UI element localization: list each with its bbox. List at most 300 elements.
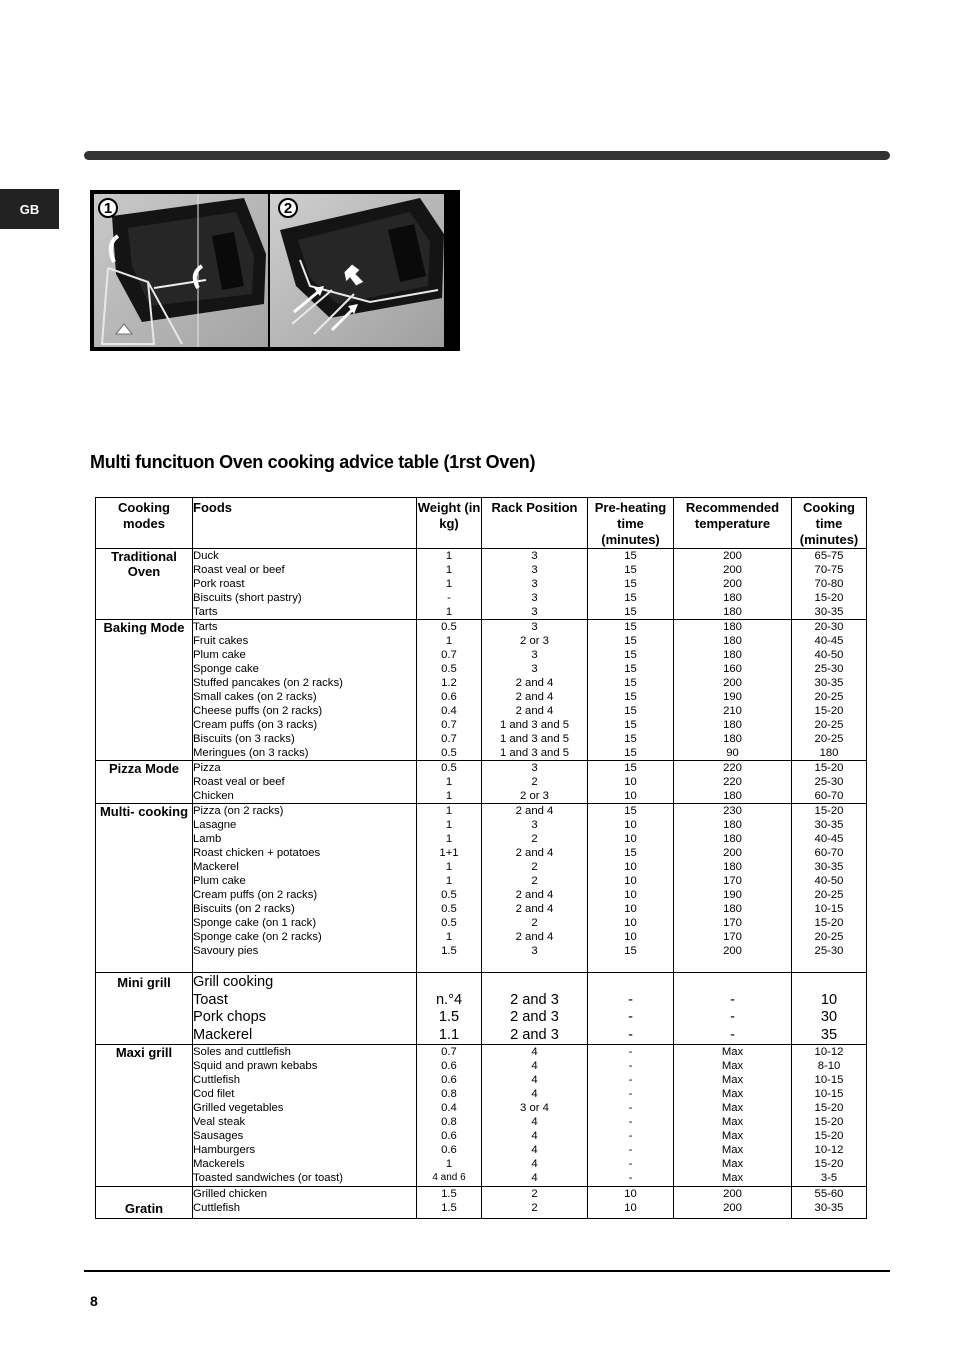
preheating-time-value: 15 <box>624 677 637 689</box>
cooking-mode-label: Maxi grill <box>115 1045 173 1060</box>
rack-position-column-cell <box>482 804 588 973</box>
header-preheating-time: Pre-heating time (minutes) <box>588 498 674 549</box>
cooking-mode-cell <box>96 1045 193 1187</box>
preheating-time-column-cell <box>588 973 674 1045</box>
cooking-time-column-cell <box>792 1045 867 1187</box>
preheating-time-value: 15 <box>624 564 637 576</box>
rack-position-value: 3 <box>531 945 538 957</box>
weight-value: 0.7 <box>441 733 457 745</box>
temperature-value: 200 <box>723 550 742 562</box>
preheating-time-value: - <box>628 1158 633 1170</box>
rack-position-value: 3 or 4 <box>520 1102 549 1114</box>
rack-position-value: 3 <box>531 649 538 661</box>
weight-value: 0.5 <box>441 747 457 759</box>
weight-value: 0.5 <box>441 917 457 929</box>
rack-position-value: 2 <box>531 776 538 788</box>
rack-position-value: 2 and 3 <box>510 991 559 1008</box>
header-cooking-time: Cooking time (minutes) <box>792 498 867 549</box>
foods-value: Duck <box>193 550 219 562</box>
preheating-time-value: 15 <box>624 762 637 774</box>
weight-value: 1 <box>445 564 453 576</box>
weight-value: 0.4 <box>441 1102 457 1114</box>
cooking-time-value: 10-15 <box>814 903 844 915</box>
table-section-row <box>96 804 867 973</box>
temperature-column-cell <box>674 549 792 620</box>
preheating-time-value: 15 <box>624 621 637 633</box>
cooking-mode-label: Gratin <box>124 1201 164 1216</box>
cooking-mode-label: Traditional Oven <box>111 549 177 579</box>
temperature-value: 210 <box>723 705 742 717</box>
preheating-time-value: 15 <box>624 578 637 590</box>
rack-position-value: 2 <box>531 1188 538 1200</box>
cooking-time-value: 10 <box>820 991 838 1008</box>
weight-value: 1 <box>445 833 453 845</box>
footer-rule <box>84 1270 890 1272</box>
foods-value: Toasted sandwiches (or toast) <box>193 1172 344 1184</box>
cooking-time-column-cell <box>792 804 867 973</box>
rack-position-value: 4 <box>531 1074 538 1086</box>
rack-position-value: 2 <box>531 861 538 873</box>
rack-position-value: 4 <box>531 1088 538 1100</box>
preheating-time-value: 15 <box>624 805 637 817</box>
preheating-time-value: - <box>628 1026 633 1043</box>
rack-position-column-cell <box>482 620 588 761</box>
temperature-value: 180 <box>723 606 742 618</box>
preheating-time-value: 15 <box>624 649 637 661</box>
rack-position-value: 2 <box>531 1202 538 1214</box>
weight-value: 0.6 <box>441 1060 457 1072</box>
cooking-time-value: 35 <box>820 1026 838 1043</box>
foods-value: Cream puffs (on 3 racks) <box>193 719 318 731</box>
cooking-mode-cell <box>96 620 193 761</box>
table-title: Multi funcituon Oven cooking advice table (1rst Oven) <box>90 452 536 472</box>
foods-value: Fruit cakes <box>193 635 249 647</box>
foods-value: Cheese puffs (on 2 racks) <box>193 705 323 717</box>
preheating-time-value: 15 <box>624 606 637 618</box>
rack-position-value: 4 <box>531 1172 538 1184</box>
cooking-time-value: 15-20 <box>814 762 844 774</box>
figure-2-number: 2 <box>278 198 298 218</box>
cooking-time-value: 20-25 <box>814 733 844 745</box>
tray-rack-illustration-2 <box>270 194 444 347</box>
rack-position-value: 3 <box>531 819 538 831</box>
preheating-time-column-cell <box>588 761 674 804</box>
cooking-time-value: 60-70 <box>814 790 844 802</box>
table-section-row <box>96 549 867 620</box>
foods-value: Savoury pies <box>193 945 259 957</box>
weight-value: 0.4 <box>441 705 457 717</box>
rack-position-value: 2 and 4 <box>515 805 554 817</box>
cooking-time-value: 10-12 <box>814 1046 844 1058</box>
cooking-time-column-cell <box>792 1187 867 1219</box>
foods-value: Cod filet <box>193 1088 235 1100</box>
cooking-time-column-cell <box>792 761 867 804</box>
temperature-value: 180 <box>723 819 742 831</box>
cooking-time-value: 30 <box>820 1009 838 1025</box>
weight-column-cell <box>417 804 482 973</box>
cooking-time-value: 15-20 <box>814 1116 844 1128</box>
cooking-time-value: 15-20 <box>814 917 844 929</box>
weight-value: 1 <box>445 635 453 647</box>
table-section-row <box>96 973 867 1045</box>
cooking-mode-cell <box>96 549 193 620</box>
rack-position-value: 4 <box>531 1046 538 1058</box>
foods-value: Cuttlefish <box>193 1074 241 1086</box>
temperature-value: 180 <box>723 903 742 915</box>
preheating-time-value: 15 <box>624 663 637 675</box>
foods-value: Lasagne <box>193 819 237 831</box>
rack-position-value: 3 <box>531 762 538 774</box>
temperature-value: 200 <box>723 1202 742 1214</box>
preheating-time-value: 15 <box>624 635 637 647</box>
rack-position-value: 3 <box>531 606 538 618</box>
rack-position-value: 3 <box>531 564 538 576</box>
foods-value: Biscuits (on 2 racks) <box>193 903 295 915</box>
cooking-time-value: 180 <box>819 747 839 759</box>
cooking-time-value: 40-45 <box>814 635 844 647</box>
preheating-time-value: - <box>628 1102 633 1114</box>
preheating-time-value: - <box>628 1060 633 1072</box>
temperature-value: 190 <box>723 691 742 703</box>
figure-1-number: 1 <box>98 198 118 218</box>
temperature-value: 180 <box>723 790 742 802</box>
temperature-column-cell <box>674 1045 792 1187</box>
page-number: 8 <box>90 1293 98 1309</box>
preheating-time-value: 10 <box>624 833 637 845</box>
weight-value: 1.5 <box>441 1188 457 1200</box>
weight-value: 1.1 <box>438 1026 460 1043</box>
preheating-time-value: 15 <box>624 847 637 859</box>
preheating-time-column-cell <box>588 804 674 973</box>
weight-value: 1 <box>445 931 453 943</box>
foods-value: Chicken <box>193 790 234 802</box>
foods-value: Meringues (on 3 racks) <box>193 747 309 759</box>
preheating-time-value: - <box>628 1144 633 1156</box>
cooking-time-value: 15-20 <box>814 1130 844 1142</box>
weight-value: 1 <box>445 875 453 887</box>
preheating-time-value: - <box>628 1074 633 1086</box>
foods-value: Roast veal or beef <box>193 564 285 576</box>
temperature-value: Max <box>721 1102 744 1114</box>
table-section-row <box>96 1187 867 1219</box>
table-header-row <box>96 498 867 549</box>
temperature-value: 230 <box>723 805 742 817</box>
temperature-value: 180 <box>723 861 742 873</box>
foods-value: Mackerel <box>193 861 239 873</box>
cooking-mode-cell <box>96 1187 193 1219</box>
preheating-time-value: 10 <box>624 861 637 873</box>
weight-value: 0.6 <box>441 1144 457 1156</box>
weight-value: n.°4 <box>435 991 463 1008</box>
weight-column-cell <box>417 1045 482 1187</box>
cooking-time-value: 30-35 <box>814 1202 844 1214</box>
preheating-time-column-cell <box>588 620 674 761</box>
weight-value <box>417 974 481 992</box>
weight-value: 1+1 <box>439 847 459 859</box>
temperature-value: Max <box>721 1074 744 1086</box>
foods-column-cell <box>193 761 417 804</box>
foods-column-cell <box>193 973 417 1045</box>
weight-value: 1 <box>445 578 453 590</box>
table-section-row <box>96 1045 867 1187</box>
foods-value: Roast veal or beef <box>193 776 285 788</box>
figure-1-photo <box>94 194 268 347</box>
figure-strip <box>90 190 460 351</box>
preheating-time-value: - <box>628 1088 633 1100</box>
temperature-value: 220 <box>723 762 742 774</box>
rack-position-value: 3 <box>531 578 538 590</box>
foods-value: Pizza (on 2 racks) <box>193 805 284 817</box>
header-cooking-modes: Cooking modes <box>96 498 193 549</box>
temperature-value: 180 <box>723 833 742 845</box>
foods-value: Tarts <box>193 606 218 618</box>
foods-value: Grill cooking <box>193 974 274 990</box>
temperature-value: 170 <box>723 917 742 929</box>
temperature-value: Max <box>721 1158 744 1170</box>
rack-position-value: 2 or 3 <box>520 635 549 647</box>
preheating-time-value: 10 <box>624 819 637 831</box>
rack-position-value: 2 and 3 <box>510 1009 559 1025</box>
rack-position-value: 1 and 3 and 5 <box>499 719 570 731</box>
foods-column-cell <box>193 1045 417 1187</box>
weight-value: 4 and 6 <box>432 1172 466 1183</box>
rack-position-value: 2 <box>531 917 538 929</box>
foods-value: Small cakes (on 2 racks) <box>193 691 317 703</box>
foods-value: Biscuits (on 3 racks) <box>193 733 295 745</box>
temperature-value: 180 <box>723 719 742 731</box>
foods-value: Veal steak <box>193 1116 246 1128</box>
preheating-time-value: 10 <box>624 889 637 901</box>
tray-rack-illustration-1 <box>94 194 268 347</box>
weight-value: 0.5 <box>441 889 457 901</box>
cooking-mode-label: Pizza Mode <box>108 761 180 776</box>
weight-value: 1.2 <box>441 677 457 689</box>
rack-position-value: 3 <box>531 592 538 604</box>
weight-column-cell <box>417 973 482 1045</box>
temperature-column-cell <box>674 804 792 973</box>
foods-value: Mackerels <box>193 1158 245 1170</box>
foods-column-cell <box>193 549 417 620</box>
temperature-value: 90 <box>726 747 739 759</box>
preheating-time-value: 15 <box>624 719 637 731</box>
rack-position-value: 2 <box>531 875 538 887</box>
temperature-value: 180 <box>723 621 742 633</box>
cooking-time-value: 30-35 <box>814 606 844 618</box>
cooking-time-value: 30-35 <box>814 677 844 689</box>
weight-value: 1.5 <box>441 1202 457 1214</box>
cooking-time-value: 20-25 <box>814 691 844 703</box>
cooking-mode-cell <box>96 761 193 804</box>
foods-value: Hamburgers <box>193 1144 256 1156</box>
preheating-time-value: 15 <box>624 747 637 759</box>
rack-position-value: 3 <box>531 621 538 633</box>
rack-position-value: 2 and 4 <box>515 903 554 915</box>
language-tab: GB <box>0 189 59 229</box>
preheating-time-value: 15 <box>624 733 637 745</box>
temperature-column-cell <box>674 620 792 761</box>
temperature-value: 200 <box>723 847 742 859</box>
temperature-value: 180 <box>723 592 742 604</box>
cooking-mode-cell <box>96 973 193 1045</box>
foods-value: Mackerel <box>193 1026 253 1043</box>
foods-value: Roast chicken + potatoes <box>193 847 321 859</box>
weight-value: 0.5 <box>441 762 457 774</box>
preheating-time-value: - <box>628 1130 633 1142</box>
cooking-time-value: 40-45 <box>814 833 844 845</box>
rack-position-value: 1 and 3 and 5 <box>499 733 570 745</box>
foods-value: Squid and prawn kebabs <box>193 1060 318 1072</box>
weight-value: - <box>447 592 451 604</box>
weight-value: 0.6 <box>441 1074 457 1086</box>
temperature-value: 200 <box>723 578 742 590</box>
weight-value: 1.5 <box>438 1009 460 1025</box>
weight-column-cell <box>417 761 482 804</box>
foods-column-cell <box>193 1187 417 1219</box>
weight-value: 0.5 <box>441 903 457 915</box>
preheating-time-value <box>588 974 673 992</box>
weight-value: 1 <box>445 819 453 831</box>
preheating-time-value: 10 <box>624 1188 637 1200</box>
temperature-value: 200 <box>723 1188 742 1200</box>
temperature-column-cell <box>674 973 792 1045</box>
foods-column-cell <box>193 620 417 761</box>
cooking-time-value: 60-70 <box>814 847 844 859</box>
foods-value: Stuffed pancakes (on 2 racks) <box>193 677 343 689</box>
foods-value: Grilled chicken <box>193 1188 268 1200</box>
rack-position-value: 2 or 3 <box>520 790 549 802</box>
foods-value: Sausages <box>193 1130 244 1142</box>
temperature-value: 200 <box>723 564 742 576</box>
foods-value: Pizza <box>193 762 221 774</box>
rack-position-value: 2 and 4 <box>515 705 554 717</box>
foods-value: Plum cake <box>193 649 246 661</box>
rack-position-value: 3 <box>531 663 538 675</box>
rack-position-value: 2 and 4 <box>515 677 554 689</box>
rack-position-value: 4 <box>531 1144 538 1156</box>
foods-value: Grilled vegetables <box>193 1102 284 1114</box>
temperature-value: 180 <box>723 733 742 745</box>
rack-position-value: 1 and 3 and 5 <box>499 747 570 759</box>
rack-position-value: 4 <box>531 1116 538 1128</box>
temperature-value: 190 <box>723 889 742 901</box>
cooking-time-value: 10-12 <box>814 1144 844 1156</box>
weight-value: 0.7 <box>441 1046 457 1058</box>
temperature-value: - <box>730 1009 735 1025</box>
foods-value: Tarts <box>193 621 218 633</box>
temperature-value: 180 <box>723 635 742 647</box>
foods-column-cell <box>193 804 417 973</box>
weight-value: 0.8 <box>441 1116 457 1128</box>
foods-value: Lamb <box>193 833 222 845</box>
header-rule <box>84 151 890 160</box>
rack-position-value <box>482 974 587 992</box>
preheating-time-value: 15 <box>624 705 637 717</box>
cooking-time-value: 10-15 <box>814 1088 844 1100</box>
preheating-time-value: - <box>628 1116 633 1128</box>
rack-position-column-cell <box>482 761 588 804</box>
weight-column-cell <box>417 1187 482 1219</box>
cooking-mode-label: Baking Mode <box>103 620 185 635</box>
cooking-time-value: 15-20 <box>814 805 844 817</box>
foods-value: Pork roast <box>193 578 245 590</box>
rack-position-value: 2 and 4 <box>515 931 554 943</box>
preheating-time-value: - <box>628 991 633 1008</box>
header-rack-position: Rack Position <box>482 498 588 549</box>
temperature-value: Max <box>721 1088 744 1100</box>
foods-value: Soles and cuttlefish <box>193 1046 291 1058</box>
preheating-time-value: 10 <box>624 931 637 943</box>
cooking-time-value: 40-50 <box>814 649 844 661</box>
rack-position-value: 2 <box>531 833 538 845</box>
cooking-time-value: 20-25 <box>814 931 844 943</box>
cooking-time-value: 70-80 <box>814 578 844 590</box>
cooking-time-value: 8-10 <box>817 1060 841 1072</box>
temperature-value: 200 <box>723 945 742 957</box>
header-weight: Weight (in kg) <box>417 498 482 549</box>
cooking-time-value: 15-20 <box>814 705 844 717</box>
foods-value: Sponge cake <box>193 663 259 675</box>
cooking-time-value: 15-20 <box>814 1102 844 1114</box>
cooking-advice-table <box>95 497 867 1219</box>
temperature-value: 160 <box>723 663 742 675</box>
preheating-time-value: 10 <box>624 875 637 887</box>
foods-value: Sponge cake (on 1 rack) <box>193 917 317 929</box>
foods-value: Sponge cake (on 2 racks) <box>193 931 322 943</box>
temperature-column-cell <box>674 761 792 804</box>
weight-value: 1 <box>445 606 453 618</box>
foods-value: Pork chops <box>193 1009 267 1025</box>
weight-column-cell <box>417 549 482 620</box>
temperature-value: Max <box>721 1144 744 1156</box>
weight-value: 0.5 <box>441 621 457 633</box>
temperature-value: 200 <box>723 677 742 689</box>
weight-value: 0.6 <box>441 691 457 703</box>
cooking-time-value: 20-25 <box>814 719 844 731</box>
preheating-time-column-cell <box>588 1187 674 1219</box>
rack-position-column-cell <box>482 1045 588 1187</box>
rack-position-value: 2 and 3 <box>510 1026 559 1043</box>
weight-value: 1 <box>445 805 453 817</box>
foods-value: Biscuits (short pastry) <box>193 592 302 604</box>
cooking-mode-cell <box>96 804 193 973</box>
rack-position-column-cell <box>482 1187 588 1219</box>
preheating-time-value: 10 <box>624 790 637 802</box>
table-section-row <box>96 761 867 804</box>
cooking-time-value: 25-30 <box>814 945 844 957</box>
temperature-value: 170 <box>723 931 742 943</box>
temperature-value: Max <box>721 1116 744 1128</box>
rack-position-value: 2 and 4 <box>515 889 554 901</box>
cooking-time-value: 25-30 <box>814 776 844 788</box>
preheating-time-value: 15 <box>624 592 637 604</box>
weight-value: 0.5 <box>441 663 457 675</box>
foods-value: Plum cake <box>193 875 246 887</box>
cooking-time-value: 40-50 <box>814 875 844 887</box>
preheating-time-column-cell <box>588 549 674 620</box>
cooking-time-value: 20-25 <box>814 889 844 901</box>
weight-value: 1 <box>445 776 453 788</box>
preheating-time-value: 10 <box>624 903 637 915</box>
preheating-time-column-cell <box>588 1045 674 1187</box>
preheating-time-value: 10 <box>624 917 637 929</box>
cooking-time-column-cell <box>792 973 867 1045</box>
temperature-value: Max <box>721 1130 744 1142</box>
temperature-value: 180 <box>723 649 742 661</box>
preheating-time-value: 10 <box>624 776 637 788</box>
cooking-time-value: 55-60 <box>814 1188 844 1200</box>
rack-position-column-cell <box>482 549 588 620</box>
weight-value: 0.8 <box>441 1088 457 1100</box>
